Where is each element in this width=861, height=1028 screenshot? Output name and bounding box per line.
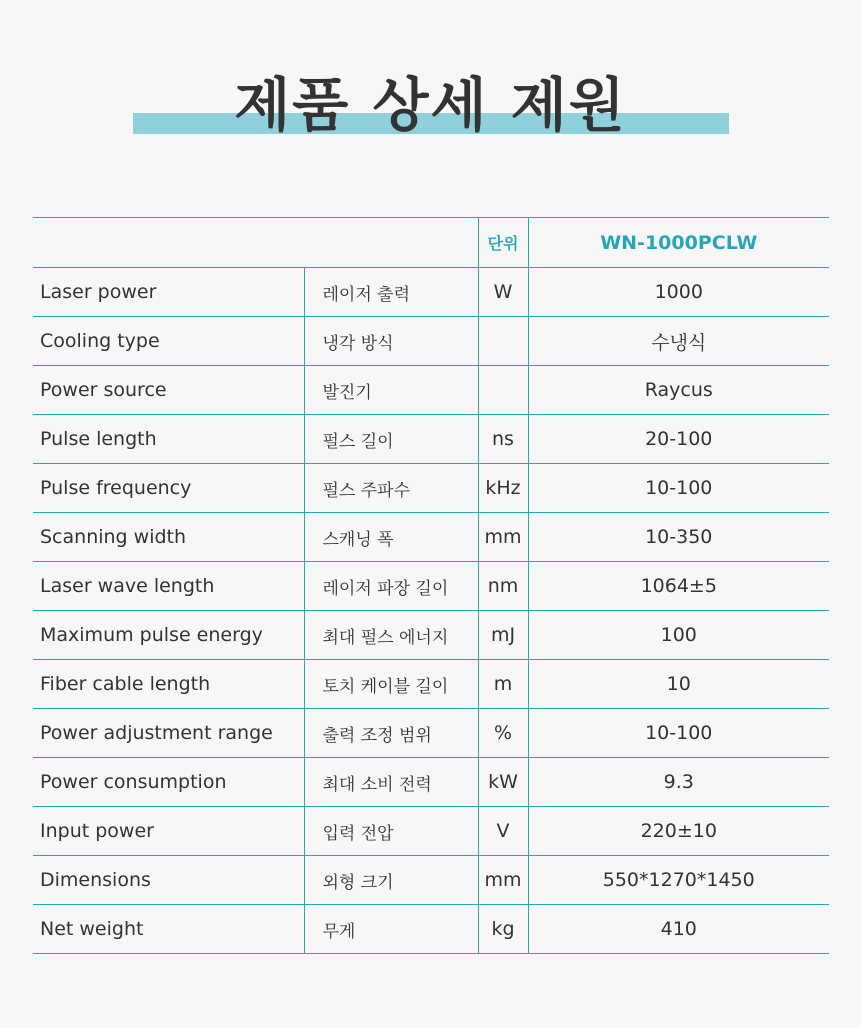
spec-value: 수냉식 bbox=[528, 317, 829, 366]
spec-name-ko: 외형 크기 bbox=[304, 856, 478, 905]
spec-name-en: Laser power bbox=[33, 268, 304, 317]
table-row bbox=[33, 268, 829, 317]
spec-value: 20-100 bbox=[528, 415, 829, 464]
spec-name-en: Input power bbox=[33, 807, 304, 856]
spec-unit: mm bbox=[478, 513, 528, 562]
spec-unit: ns bbox=[478, 415, 528, 464]
spec-name-ko: 냉각 방식 bbox=[304, 317, 478, 366]
spec-table-header bbox=[33, 218, 829, 268]
spec-name-en: Pulse length bbox=[33, 415, 304, 464]
spec-value: 10 bbox=[528, 660, 829, 709]
header-blank-cell bbox=[33, 218, 478, 268]
spec-value: 410 bbox=[528, 905, 829, 954]
header-model: WN-1000PCLW bbox=[528, 218, 829, 268]
spec-unit: W bbox=[478, 268, 528, 317]
spec-name-en: Scanning width bbox=[33, 513, 304, 562]
spec-table bbox=[33, 217, 829, 954]
spec-name-en: Pulse frequency bbox=[33, 464, 304, 513]
table-row bbox=[33, 415, 829, 464]
spec-name-en: Cooling type bbox=[33, 317, 304, 366]
spec-value: 10-100 bbox=[528, 464, 829, 513]
spec-name-ko: 스캐닝 폭 bbox=[304, 513, 478, 562]
spec-value: 10-100 bbox=[528, 709, 829, 758]
spec-name-ko: 토치 케이블 길이 bbox=[304, 660, 478, 709]
spec-unit: % bbox=[478, 709, 528, 758]
table-row bbox=[33, 366, 829, 415]
spec-name-ko: 레이저 출력 bbox=[304, 268, 478, 317]
table-row bbox=[33, 709, 829, 758]
spec-value: 9.3 bbox=[528, 758, 829, 807]
spec-name-ko: 입력 전압 bbox=[304, 807, 478, 856]
table-row bbox=[33, 611, 829, 660]
spec-value: 550*1270*1450 bbox=[528, 856, 829, 905]
spec-unit: kHz bbox=[478, 464, 528, 513]
spec-unit: nm bbox=[478, 562, 528, 611]
spec-name-ko: 최대 펄스 에너지 bbox=[304, 611, 478, 660]
spec-name-en: Power consumption bbox=[33, 758, 304, 807]
table-row bbox=[33, 758, 829, 807]
spec-name-ko: 무게 bbox=[304, 905, 478, 954]
spec-name-en: Fiber cable length bbox=[33, 660, 304, 709]
spec-name-ko: 최대 소비 전력 bbox=[304, 758, 478, 807]
spec-unit bbox=[478, 366, 528, 415]
spec-name-en: Power source bbox=[33, 366, 304, 415]
spec-name-en: Dimensions bbox=[33, 856, 304, 905]
header-unit: 단위 bbox=[478, 218, 528, 268]
spec-unit: mm bbox=[478, 856, 528, 905]
table-row bbox=[33, 807, 829, 856]
spec-name-en: Maximum pulse energy bbox=[33, 611, 304, 660]
table-row bbox=[33, 513, 829, 562]
table-row bbox=[33, 856, 829, 905]
spec-unit bbox=[478, 317, 528, 366]
spec-value: 1064±5 bbox=[528, 562, 829, 611]
spec-name-en: Laser wave length bbox=[33, 562, 304, 611]
spec-name-ko: 레이저 파장 길이 bbox=[304, 562, 478, 611]
table-row bbox=[33, 660, 829, 709]
spec-unit: kg bbox=[478, 905, 528, 954]
spec-value: 1000 bbox=[528, 268, 829, 317]
table-row bbox=[33, 562, 829, 611]
spec-value: 220±10 bbox=[528, 807, 829, 856]
spec-unit: kW bbox=[478, 758, 528, 807]
page-title: 제품 상세 제원 bbox=[234, 71, 627, 139]
spec-name-ko: 펄스 주파수 bbox=[304, 464, 478, 513]
spec-name-ko: 출력 조정 범위 bbox=[304, 709, 478, 758]
spec-name-en: Net weight bbox=[33, 905, 304, 954]
table-row bbox=[33, 905, 829, 954]
spec-value: 10-350 bbox=[528, 513, 829, 562]
table-row bbox=[33, 464, 829, 513]
spec-name-ko: 발진기 bbox=[304, 366, 478, 415]
spec-unit: mJ bbox=[478, 611, 528, 660]
title-block bbox=[0, 70, 861, 140]
table-row bbox=[33, 317, 829, 366]
spec-name-en: Power adjustment range bbox=[33, 709, 304, 758]
spec-table-body bbox=[33, 268, 829, 954]
spec-unit: m bbox=[478, 660, 528, 709]
spec-value: 100 bbox=[528, 611, 829, 660]
spec-name-ko: 펄스 길이 bbox=[304, 415, 478, 464]
spec-unit: V bbox=[478, 807, 528, 856]
spec-value: Raycus bbox=[528, 366, 829, 415]
